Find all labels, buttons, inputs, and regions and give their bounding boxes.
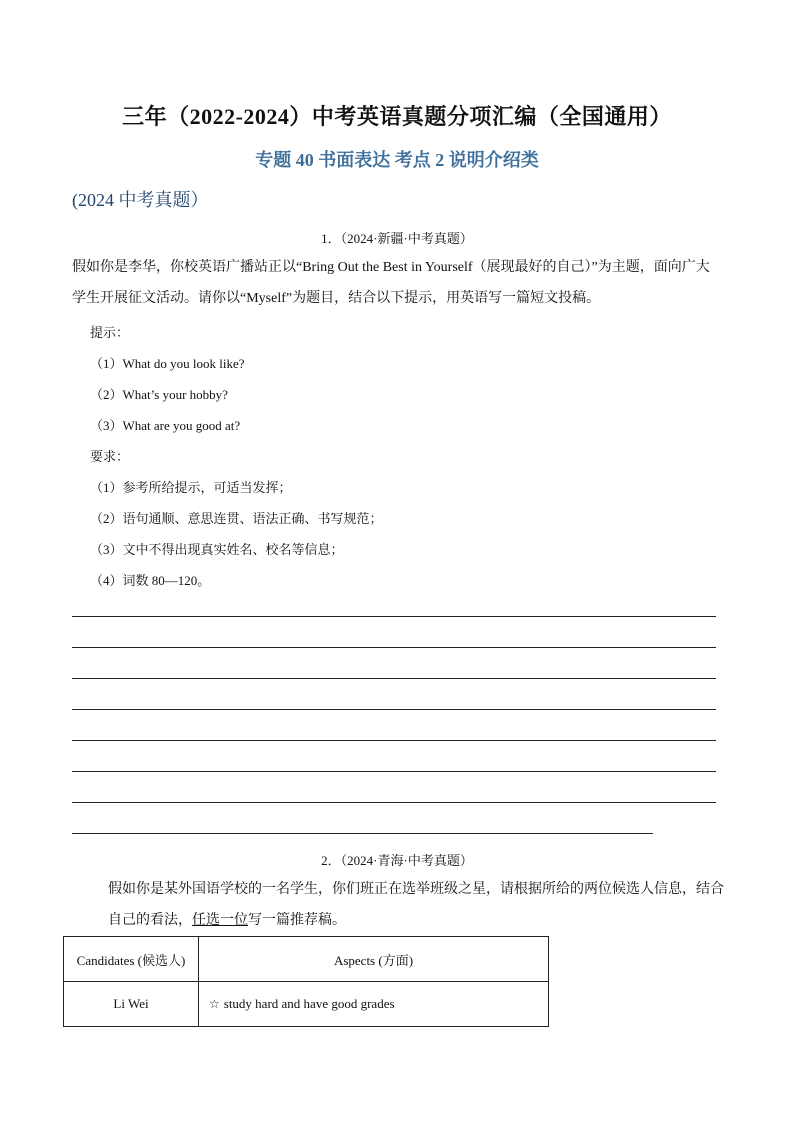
answer-line[interactable] (72, 709, 716, 710)
requirement-item: （1）参考所给提示，可适当发挥； (90, 480, 292, 495)
requirement-item: （2）语句通顺、意思连贯、语法正确、书写规范； (90, 511, 383, 526)
question-2-line-1: 假如你是某外国语学校的一名学生，你们班正在选举班级之星，请根据所给的两位候选人信息，结合 (108, 882, 724, 897)
header-candidates: Candidates (候选人) (64, 937, 199, 982)
page-subtitle: 专题 40 书面表达 考点 2 说明介绍类 (255, 150, 539, 170)
aspect-text: study hard and have good grades (223, 996, 395, 1011)
section-label: (2024 中考真题） (72, 190, 209, 210)
requirements-label: 要求： (90, 449, 130, 464)
underlined-instruction: 任选一位 (192, 913, 248, 928)
candidate-name: Li Wei (64, 982, 199, 1027)
table-header-row (64, 937, 549, 982)
hints-label: 提示： (90, 325, 130, 340)
requirement-item: （3）文中不得出现真实姓名、校名等信息； (90, 542, 344, 557)
candidates-table (63, 936, 549, 1027)
question-2-header: 2．（2024·青海·中考真题） (321, 853, 473, 868)
requirement-item: （4）词数 80—120。 (90, 573, 211, 588)
question-1-line-1: 假如你是李华，你校英语广播站正以“Bring Out the Best in Yourself（展现最好的自己）”为主题，面向广大 (72, 260, 710, 275)
question-2-line-2-after: 写一篇推荐稿。 (248, 913, 346, 928)
star-icon: ☆ (209, 997, 220, 1011)
page-title: 三年（2022-2024）中考英语真题分项汇编（全国通用） (122, 104, 672, 129)
question-2-line-2 (108, 911, 346, 931)
table-row (64, 982, 549, 1027)
hint-item: （3）What are you good at? (90, 418, 241, 433)
answer-line[interactable] (72, 678, 716, 679)
answer-line[interactable] (72, 833, 653, 834)
answer-line[interactable] (72, 802, 716, 803)
header-aspects: Aspects (方面) (199, 937, 549, 982)
answer-line[interactable] (72, 616, 716, 617)
answer-line[interactable] (72, 647, 716, 648)
question-2-line-2-before: 自己的看法， (108, 913, 192, 928)
question-1-line-2: 学生开展征文活动。请你以“Myself”为题目，结合以下提示，用英语写一篇短文投稿。 (72, 291, 601, 306)
question-1-header: 1．（2024·新疆·中考真题） (321, 231, 473, 246)
candidate-aspect (199, 982, 549, 1027)
answer-line[interactable] (72, 740, 716, 741)
hint-item: （2）What’s your hobby? (90, 387, 228, 402)
hint-item: （1）What do you look like? (90, 356, 245, 371)
answer-line[interactable] (72, 771, 716, 772)
